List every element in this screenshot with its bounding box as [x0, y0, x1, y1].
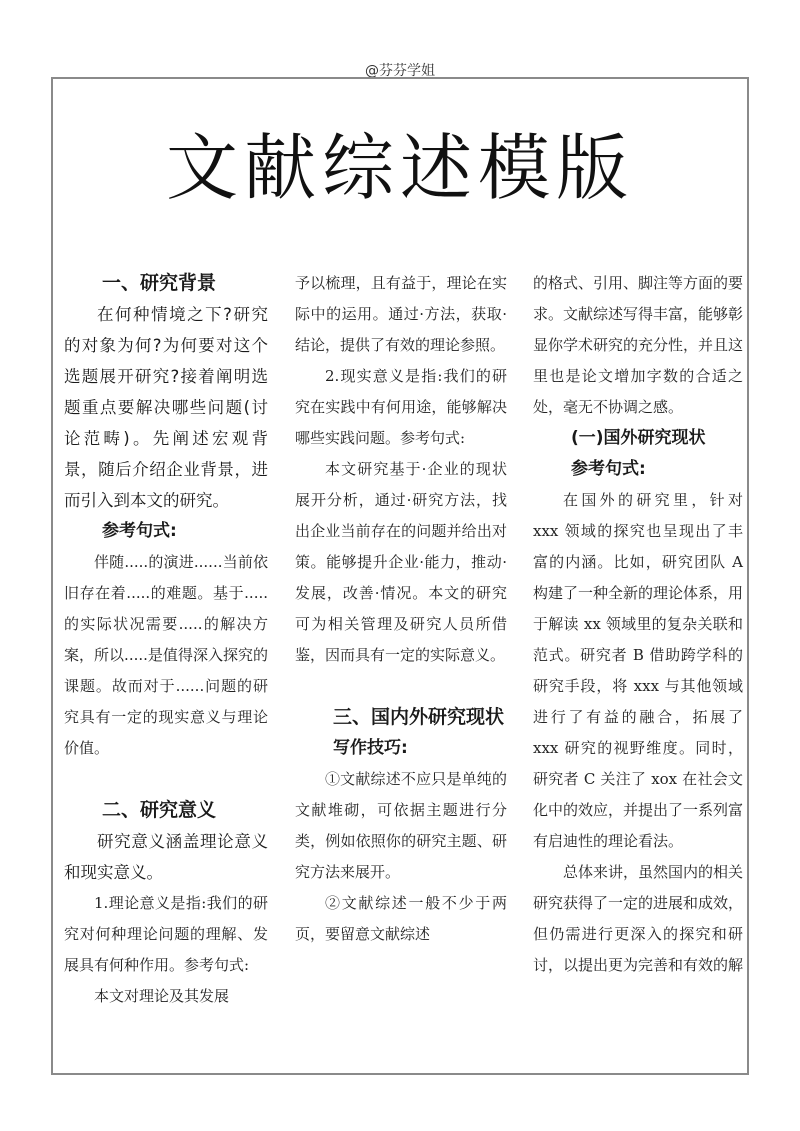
- practical-significance-example: 本文研究基于·企业的现状展开分析，通过·研究方法，找出企业当前存在的问题并给出对策。能够提升企业·能力，推动·发展，改善·情况。本文的研究可为相关管理及研究人员所借鉴，因而具有一定的实际意义。: [295, 460, 507, 664]
- section-heading-background: 一、研究背景: [102, 272, 217, 294]
- section-heading-research-status: 三、国内外研究现状: [333, 706, 505, 728]
- writing-tip-2-tail: 的格式、引用、脚注等方面的要求。文献综述写得丰富，能够彰显你学术研究的充分性，并且这里也是论文增加字数的合适之处，毫无不协调之感。: [533, 274, 744, 416]
- theoretical-significance-continued: 本文对理论及其发展: [94, 987, 230, 1005]
- summary-paragraph: 总体来讲，虽然国内的相关研究获得了一定的进展和成效，但仍需进行更深入的探究和研讨，以提出更为完善和有效的解: [533, 863, 744, 974]
- writing-tip-2: ②文献综述一般不少于两页，要留意文献综述: [295, 894, 507, 943]
- column-1: [64, 268, 268, 1012]
- reference-pattern-label: 参考句式:: [102, 521, 177, 541]
- reference-pattern-paragraph: 伴随.....的演进......当前依旧存在着.....的难题。基于.....的实际状况需要.....的解决方案，所以.....是值得深入探究的课题。故而对于......问题的研究具有一定的现实意义与理论价值。: [64, 553, 268, 757]
- document-title: 文献综述模版: [165, 126, 634, 210]
- section-heading-significance: 二、研究意义: [102, 799, 217, 821]
- writing-tips-label: 写作技巧:: [333, 738, 408, 758]
- significance-intro: 研究意义涵盖理论意义和现实意义。: [64, 832, 268, 882]
- subsection-heading-foreign: (一)国外研究现状: [571, 428, 706, 448]
- writing-tip-1: ①文献综述不应只是单纯的文献堆砌，可依据主题进行分类，例如依照你的研究主题、研究方法来展开。: [295, 770, 507, 881]
- column-3: [533, 268, 743, 981]
- foreign-research-paragraph: 在国外的研究里，针对 xxx 领域的探究也呈现出了丰富的内涵。比如，研究团队 A 构建了一种全新的理论体系，用于解读 xx 领域里的复杂关联和范式。研究者 B 借助跨学科的研究手段，将 xxx 与其他领域进行了有益的融合，拓展了 xxx 研究的视野维度。同时，研究者 C 关注了 xox 在社会文化中的效应，并提出了一系列富有启迪性的理论看法。: [533, 491, 744, 850]
- background-paragraph: 在何种情境之下?研究的对象为何?为何要对这个选题展开研究?接着阐明选题重点要解决哪些问题(讨论范畴)。先阐述宏观背景，随后介绍企业背景，进而引入到本文的研究。: [64, 305, 268, 510]
- practical-significance-paragraph: 2.现实意义是指:我们的研究在实践中有何用途，能够解决哪些实践问题。参考句式:: [295, 367, 507, 447]
- column-2: [295, 268, 507, 950]
- theoretical-significance-tail: 予以梳理，且有益于，理论在实际中的运用。通过·方法，获取·结论，提供了有效的理论参照。: [295, 274, 507, 354]
- watermark-text: @芬芬学姐: [365, 63, 435, 79]
- theoretical-significance-paragraph: 1.理论意义是指:我们的研究对何种理论问题的理解、发展具有何种作用。参考句式:: [64, 894, 268, 974]
- reference-pattern-label-foreign: 参考句式:: [571, 459, 646, 479]
